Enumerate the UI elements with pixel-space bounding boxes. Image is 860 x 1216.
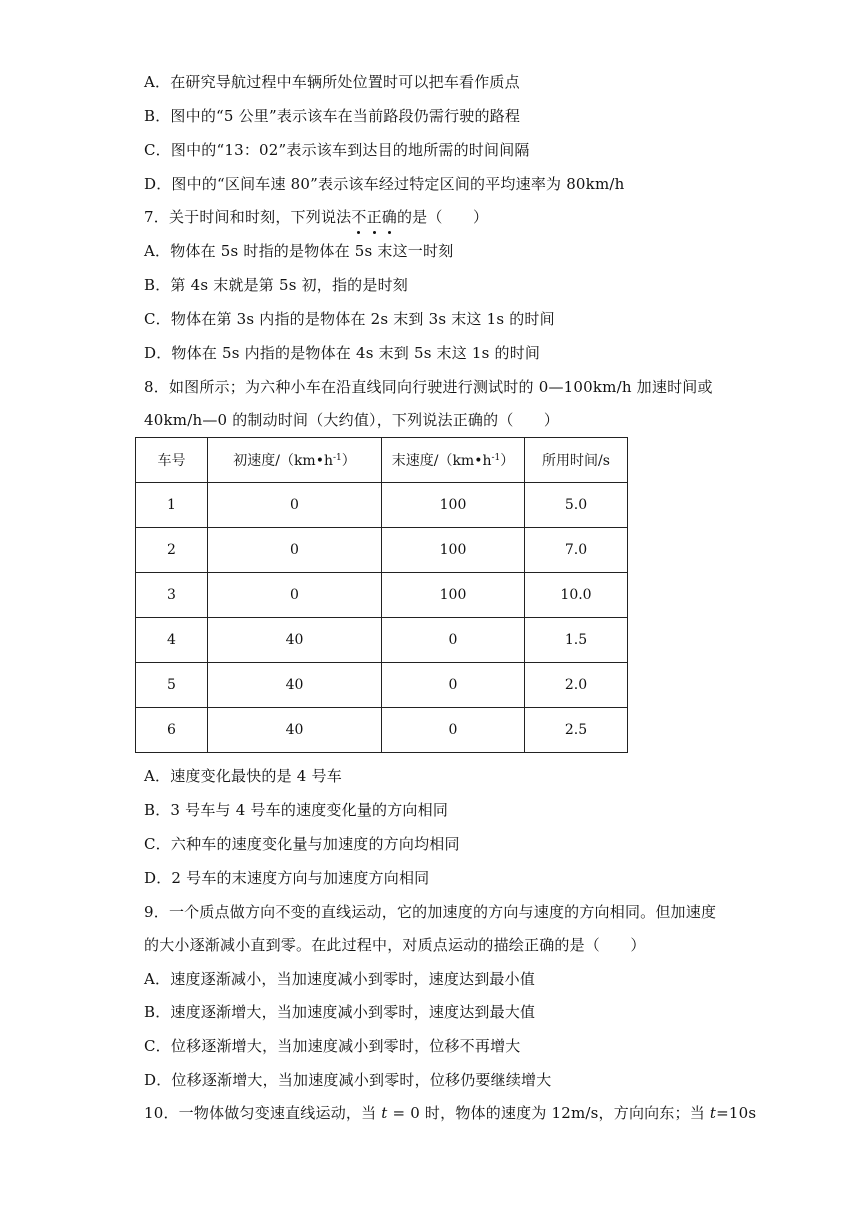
q6-option-c: C．图中的“13：02”表示该车到达目的地所需的时间间隔 (144, 141, 530, 159)
q9-option-c: C．位移逐渐增大，当加速度减小到零时，位移不再增大 (144, 1037, 521, 1055)
cell-time: 5.0 (525, 483, 628, 528)
q7-emphasis-char-1: 不 (351, 208, 367, 226)
cell-car: 2 (136, 528, 208, 573)
q6-option-d: D．图中的“区间车速 80”表示该车经过特定区间的平均速率为 80km/h (144, 175, 625, 193)
cell-final-velocity: 0 (382, 618, 525, 663)
cell-time: 1.5 (525, 618, 628, 663)
cell-car: 1 (136, 483, 208, 528)
table-row (136, 663, 628, 708)
cell-final-velocity: 100 (382, 528, 525, 573)
q8-option-c: C．六种车的速度变化量与加速度的方向均相同 (144, 835, 460, 853)
cell-car: 5 (136, 663, 208, 708)
cell-final-velocity: 0 (382, 663, 525, 708)
table-row (136, 573, 628, 618)
q7-emphasis-char-3: 确 (381, 208, 397, 226)
q8-stem-line-1: 8．如图所示；为六种小车在沿直线同向行驶进行测试时的 0—100km/h 加速时间或 (144, 378, 713, 396)
q10-stem: 10．一物体做匀变速直线运动，当 t = 0 时，物体的速度为 12m/s，方向向东；当 t=10s (144, 1104, 757, 1122)
q7-stem-pre: 7．关于时间和时刻，下列说法 (144, 208, 352, 226)
q7-emphasis-char-2: 正 (366, 208, 382, 226)
q9-option-d: D．位移逐渐增大，当加速度减小到零时，位移仍要继续增大 (144, 1071, 552, 1089)
table-header-row (136, 438, 628, 483)
cell-final-velocity: 0 (382, 708, 525, 753)
cell-initial-velocity: 40 (208, 708, 382, 753)
cell-initial-velocity: 0 (208, 483, 382, 528)
cell-final-velocity: 100 (382, 483, 525, 528)
table-row (136, 528, 628, 573)
cell-time: 2.0 (525, 663, 628, 708)
time-variable: t (709, 1104, 717, 1122)
q8-data-table (135, 437, 628, 753)
q7-option-d: D．物体在 5s 内指的是物体在 4s 末到 5s 末这 1s 的时间 (144, 344, 541, 362)
cell-car: 4 (136, 618, 208, 663)
cell-car: 6 (136, 708, 208, 753)
header-initial-velocity: 初速度$/(km•h^{-1})$ (208, 438, 382, 483)
q8-option-b: B．3 号车与 4 号车的速度变化量的方向相同 (144, 801, 449, 819)
q7-option-b: B．第 4s 末就是第 5s 初，指的是时刻 (144, 276, 408, 294)
q7-stem (144, 206, 488, 228)
cell-time: 10.0 (525, 573, 628, 618)
q9-stem-line-2: 的大小逐渐减小直到零。在此过程中，对质点运动的描绘正确的是（ ） (144, 936, 646, 954)
cell-car: 3 (136, 573, 208, 618)
table-row (136, 618, 628, 663)
header-final-velocity: 末速度$/(km•h^{-1})$ (382, 438, 525, 483)
table-row (136, 708, 628, 753)
cell-initial-velocity: 40 (208, 618, 382, 663)
q8-stem-line-2: 40km/h—0 的制动时间（大约值），下列说法正确的（ ） (144, 411, 560, 429)
table-row (136, 483, 628, 528)
cell-final-velocity: 100 (382, 573, 525, 618)
q7-stem-post: 的是（ ） (396, 208, 489, 226)
q9-stem-line-1: 9．一个质点做方向不变的直线运动，它的加速度的方向与速度的方向相同。但加速度 (144, 903, 717, 921)
cell-time: 2.5 (525, 708, 628, 753)
q6-option-b: B．图中的“5 公里”表示该车在当前路段仍需行驶的路程 (144, 107, 521, 125)
q8-option-d: D．2 号车的末速度方向与加速度方向相同 (144, 869, 430, 887)
cell-initial-velocity: 40 (208, 663, 382, 708)
q8-option-a: A．速度变化最快的是 4 号车 (144, 767, 342, 785)
time-variable: t (381, 1104, 388, 1122)
q7-option-c: C．物体在第 3s 内指的是物体在 2s 末到 3s 末这 1s 的时间 (144, 310, 555, 328)
q6-option-a: A．在研究导航过程中车辆所处位置时可以把车看作质点 (144, 73, 520, 91)
cell-initial-velocity: 0 (208, 528, 382, 573)
q9-option-a: A．速度逐渐减小，当加速度减小到零时，速度达到最小值 (144, 970, 536, 988)
q9-option-b: B．速度逐渐增大，当加速度减小到零时，速度达到最大值 (144, 1003, 536, 1021)
header-car-number: 车号 (136, 438, 208, 483)
cell-time: 7.0 (525, 528, 628, 573)
cell-initial-velocity: 0 (208, 573, 382, 618)
header-time: 所用时间/s (525, 438, 628, 483)
q7-option-a: A．物体在 5s 时指的是物体在 5s 末这一时刻 (144, 242, 454, 260)
